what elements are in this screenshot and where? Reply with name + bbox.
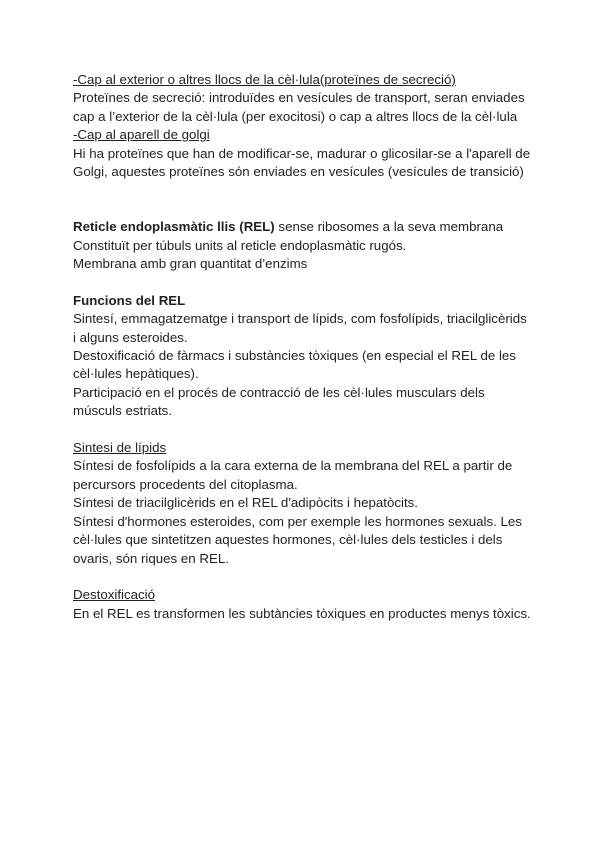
sintesi-triacilglicerids: Síntesi de triacilglicèrids en el REL d'adipòcits i hepatòcits. bbox=[73, 495, 418, 511]
rel-title-rest: sense ribosomes a la seva membrana bbox=[274, 219, 504, 235]
rel-title bbox=[73, 218, 533, 236]
rel-line-enzims: Membrana amb gran quantitat d’enzims bbox=[73, 256, 308, 272]
spacer bbox=[73, 568, 533, 586]
heading-golgi: -Cap al aparell de golgi bbox=[73, 127, 210, 143]
document-body bbox=[73, 71, 533, 623]
heading-exterior: -Cap al exterior o altres llocs de la cèl·lula(proteïnes de secreció) bbox=[73, 72, 456, 87]
paragraph-golgi: Hi ha proteïnes que han de modificar-se, madurar o glicosilar-se a l'aparell de Golgi, aquestes proteïnes són enviades en vesícules (vesícules de transició) bbox=[73, 145, 531, 180]
spacer bbox=[73, 273, 533, 291]
sintesi-hormones: Síntesi d'hormones esteroides, com per exemple les hormones sexuals. Les cèl·lules que sintetitzen aquestes hormones, cèl·lules dels testicles i dels ovaris, són riques en REL. bbox=[73, 513, 522, 566]
funcions-item-lipids: Sintesí, emmagatzematge i transport de lípids, com fosfolípids, triacilglicèrids i alguns esteroides. bbox=[73, 311, 527, 345]
funcions-item-contraccio: Participació en el procés de contracció de les cèl·lules musculars dels músculs estriats. bbox=[73, 384, 485, 419]
destoxificacio-text: En el REL es transformen les subtàncies tòxiques en productes menys tòxics. bbox=[73, 605, 531, 621]
heading-funcions: Funcions del REL bbox=[73, 292, 186, 308]
rel-title-bold: Reticle endoplasmàtic llis (REL) bbox=[73, 219, 275, 235]
heading-sintesi: Sintesi de lípids bbox=[73, 440, 167, 456]
spacer bbox=[73, 181, 533, 218]
heading-destoxificacio: Destoxificació bbox=[73, 587, 156, 603]
paragraph-secretion: Proteïnes de secreció: introduïdes en vesícules de transport, seran enviades cap a l’exterior de la cèl·lula (per exocitosi) o cap a altres llocs de la cèl·lula bbox=[73, 90, 525, 124]
sintesi-fosfolipids: Síntesi de fosfolípids a la cara externa de la membrana del REL a partir de percursors procedents del citoplasma. bbox=[73, 458, 513, 492]
funcions-item-destox: Destoxificació de fàrmacs i substàncies tòxiques (en especial el REL de les cèl·lules hepàtiques). bbox=[73, 348, 516, 382]
spacer bbox=[73, 421, 533, 439]
rel-line-tubuls: Constituït per túbuls units al reticle endoplasmàtic rugós. bbox=[73, 237, 407, 253]
